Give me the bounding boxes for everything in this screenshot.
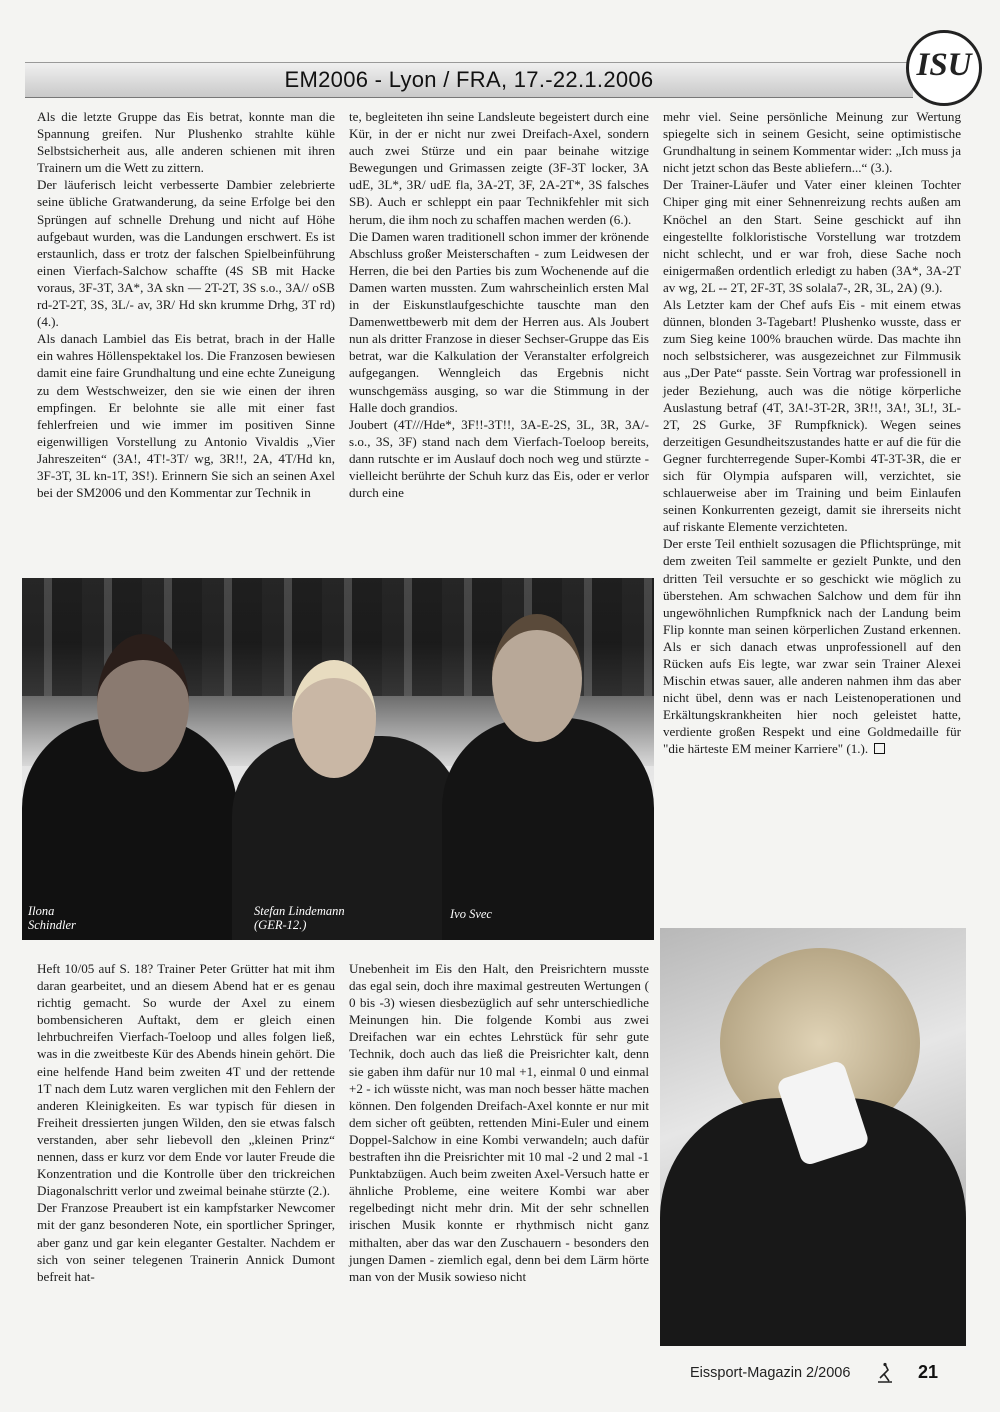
article-column-5 [349, 960, 649, 1285]
paragraph: Der läuferisch leicht verbesserte Dambier zelebrierte seine übliche Gratwanderung, da seine Erfolge bei den Sprüngen auf schnelle Drehung und nicht auf Höhe aufgebaut wurden, was die Landungen erschwert. Es ist erstaunlich, dass er trotz der falschen Spielbeinführung einen Vierfach-Salchow schaffte (4S SB mit Hacke voraus, 3F-3T, 3A*, 3A skn — 2T-2T, 3S s.o., 3A// oSB rd-2T-2T, 3S, 3L/- av, 3R/ Hd skn krumme Drhg, 3T rd) (4.). [37, 177, 335, 330]
paragraph: Als Letzter kam der Chef aufs Eis - mit einem etwas dünnen, blonden 3-Tagebart! Plushenko wusste, dass er zum Sieg keine 100% brauchen würde. Das machte ihn noch selbstsicherer, was ausgezeichnet zur Filmmusik aus „Der Pate“ passte. Sein Vortrag war professionell in jeder Beziehung, auch was die nötige körperliche Auslastung betraf (4T, 3A!-3T-2R, 3R!!, 3A!, 3L!, 3L-2T, 2S Gurke, 3F Rumpfknick). Wegen seines derzeitigen Gesundheitszustandes hatte er auf die für die Gegner furchterregende Super-Kombi 4T-3T-3R, die er sich für Olympia aufsparen will, verzichtet, sie schlauerweise aber im Training und beim Einlaufen seinen Konkurrenten gezeigt, damit sie ihrerseits nicht auf riskante Elemente verzichteten. [663, 297, 961, 535]
magazine-issue: Eissport-Magazin 2/2006 [690, 1365, 851, 1381]
paragraph: Als danach Lambiel das Eis betrat, brach in der Halle ein wahres Höllenspektakel los. Die Franzosen bewiesen damit eine faire Grundhaltung und eine echte Zuneigung zu dem Westschweizer, den sie wie einen der ihren empfingen. Er belohnte sie alle mit einer fast fehlerfreien und wie immer im positiven Sinne eigenwilligen Vorstellung zu Antonio Vivaldis „Vier Jahreszeiten“ (3A!, 4T!-3T/ wg, 3R!!, 2A, 4T/Hd kn, 3F-3T, 3L kn-1T, 3S!). Erinnern Sie sich an seinen Axel bei der SM2006 und den Kommentar zur Technik in [37, 331, 335, 501]
article-column-3 [663, 108, 961, 758]
paragraph: Der Trainer-Läufer und Vater einer kleinen Tochter Chiper ging mit einer Sehnenreizung rechts außen am Knöchel an den Start. Seine geschickt auf ihn eingestellte folkloristische Vorstellung war trotzdem nicht schlecht, und er war froh, diese Sache noch einigermaßen ordentlich erledigt zu haben (3A*, 3A-2T av wg, 2L -- 2T, 2F-3T, 3S solala7-, 2R, 3L, 2A) (9.). [663, 177, 961, 295]
photo-skater-tissue [660, 928, 966, 1346]
skater-logo-icon [875, 1362, 895, 1384]
article-column-4 [37, 960, 335, 1285]
paragraph: te, begleiteten ihn seine Landsleute begeistert durch eine Kür, in der er nicht nur zwei Dreifach-Axel, sondern auch zwei Stürze und ein paar beinahe witzige Bewegungen und Grimassen zeigte (3F-3T locker, 3A udE, 3L*, 3R/ udE fla, 3A-2T, 3F, 2A-2T*, 3S falsches SB). Auch er schleppt ein paar Technikfehler mit sich herum, die ihm noch zu schaffen machen werden (6.). [349, 109, 649, 227]
photo-kiss-and-cry [22, 578, 654, 940]
page-footer [690, 1362, 970, 1386]
photo-caption-middle: Stefan Lindemann (GER-12.) [254, 904, 345, 932]
paragraph: Die Damen waren traditionell schon immer der krönende Abschluss großer Meisterschaften - zum Leidwesen der Herren, die bei den Parties bis zum Wochenende auf die Damen warten mussten. Zum wahrscheinlich ersten Mal in der Eiskunstlaufgeschichte tauschte man den Damenwettbewerb mit dem der Herren aus. Als Joubert nun als dritter Franzose in dieser Sechser-Gruppe das Eis betrat, war die Kalkulation der Veranstalter erfolgreich aufgegangen. Wenngleich das Ergebnis nicht wunschgemäss ausging, so war die Stimmung in der Halle doch grandios. [349, 228, 649, 415]
photo-caption-left: Ilona Schindler [28, 904, 76, 932]
paragraph [663, 535, 961, 757]
end-of-article-icon [874, 743, 885, 754]
photo-caption-right: Ivo Svec [450, 907, 492, 921]
page-number: 21 [918, 1362, 939, 1382]
person-head-right [492, 614, 582, 742]
paragraph-text: Der erste Teil enthielt sozusagen die Pflichtsprünge, mit dem zweiten Teil sammelte er gezielt Punkte, und den dritten Teil versuchte er so geschickt wie möglich zu überstehen. Am schwachen Salchow und dem für ihn ungewöhnlichen Rumpfknick nach der Landung beim Flip konnte man seinen körperlichen Zustand erkennen. Als er sich danach etwas unprofessionell auf den Rücken aufs Eis legte, war zwar sein Trainer Alexei Mischin etwas sauer, alle anderen nahmen ihm das aber nicht übel, denn was er nach Leistenoperationen und Erkältungskrankheiten hier noch geleistet hatte, verdiente großen Respekt und eine Goldmedaille für "die härteste EM meiner Karriere" (1.). [663, 536, 961, 757]
paragraph: Der Franzose Preaubert ist ein kampfstarker Newcomer mit der ganz besonderen Note, ein sportlicher Springer, aber ganz und gar kein eleganter Gestalter. Nachdem er sich von seiner telegenen Trainerin Annick Dumont befreit hat- [37, 1200, 335, 1284]
isu-logo-text: ISU [916, 47, 972, 83]
paragraph: mehr viel. Seine persönliche Meinung zur Wertung spiegelte sich in seinem Gesicht, seine optimistische Grundhaltung in seinem Kommentar wider: „Ich muss ja nicht jetzt schon das Beste abliefern...“ (3.). [663, 109, 961, 176]
person-head-left [97, 634, 189, 772]
paragraph: Als die letzte Gruppe das Eis betrat, konnte man die Spannung greifen. Nur Plushenko strahlte kühle Selbstsicherheit aus, alle anderen schienen mit ihren Trainern um die Wett zu zittern. [37, 109, 335, 176]
paragraph: Unebenheit im Eis den Halt, den Preisrichtern musste das egal sein, doch ihre maximal gestreuten Wertungen ( 0 bis -3) wiesen diesbezüglich auf sehr unterschiedliche Meinungen hin. Die folgende Kombi aus zwei Dreifachen war ein echtes Lehrstück für sehr gute Technik, doch auch das ließ die Preisrichter kalt, denn sie gaben ihm dafür nur 10 mal +1, einmal 0 und einmal +2 - ich wüsste nicht, was man noch besser hätte machen können. Den folgenden Dreifach-Axel konnte er nur mit dem sicher oft geübten, rettenden Mini-Euler und einem Doppel-Salchow in eine Kombi verwandeln; auch dafür bestraften ihn die Preisrichter mit 10 mal -2 und 2 mal -1 Punktabzügen. Auch beim zweiten Axel-Versuch hatte er ähnliche Probleme, eine weitere Kombi war aber regelbedingt nicht mehr drin. Mit der sehr schnellen irischen Musik konnte er rhythmisch nicht ganz mithalten, aber das war den Zuschauern - besonders den jungen Damen - ziemlich egal, denn bei dem Lärm hörte man von der Musik sowieso nicht [349, 961, 649, 1284]
article-column-2 [349, 108, 649, 501]
paragraph: Joubert (4T///Hde*, 3F!!-3T!!, 3A-E-2S, 3L, 3R, 3A/- s.o., 3S, 3F) stand nach dem Vierfach-Toeloop bereits, dann rutschte er im Auslauf doch noch weg und stürzte - vielleicht berührte der Schuh kurz das Eis, oder er verlor durch eine [349, 416, 649, 501]
paragraph: Heft 10/05 auf S. 18? Trainer Peter Grütter hat mit ihm daran gearbeitet, und an diesem Abend hat er es genau richtig gemacht. So wurde der Axel zu einem bombensicheren Auftakt, dem er gleich einen lehrbuchreifen Vierfach-Toeloop und alles folgen ließ, was in die zweitbeste Kür des Abends hinein gehört. Die eine helfende Hand beim zweiten 4T und der rettende 1T nach dem Lutz waren verglichen mit den Fehlern der anderen Kleinigkeiten. Es war typisch für diesen in Freiheit dressierten jungen Wilden, den sie etwas falsch verstanden, aber sehr liebevoll den „kleinen Prinz“ nennen, dass er kurz vor dem Ende vor lauter Freude die Konzentration und die Kontrolle über den trickreichen Diagonalschritt verlor und zweimal beinahe stürzte (2.). [37, 961, 335, 1199]
article-column-1 [37, 108, 335, 501]
isu-logo [906, 30, 982, 106]
person-head-middle [292, 660, 376, 778]
page-title: EM2006 - Lyon / FRA, 17.-22.1.2006 [284, 67, 654, 92]
header-band [25, 62, 913, 98]
